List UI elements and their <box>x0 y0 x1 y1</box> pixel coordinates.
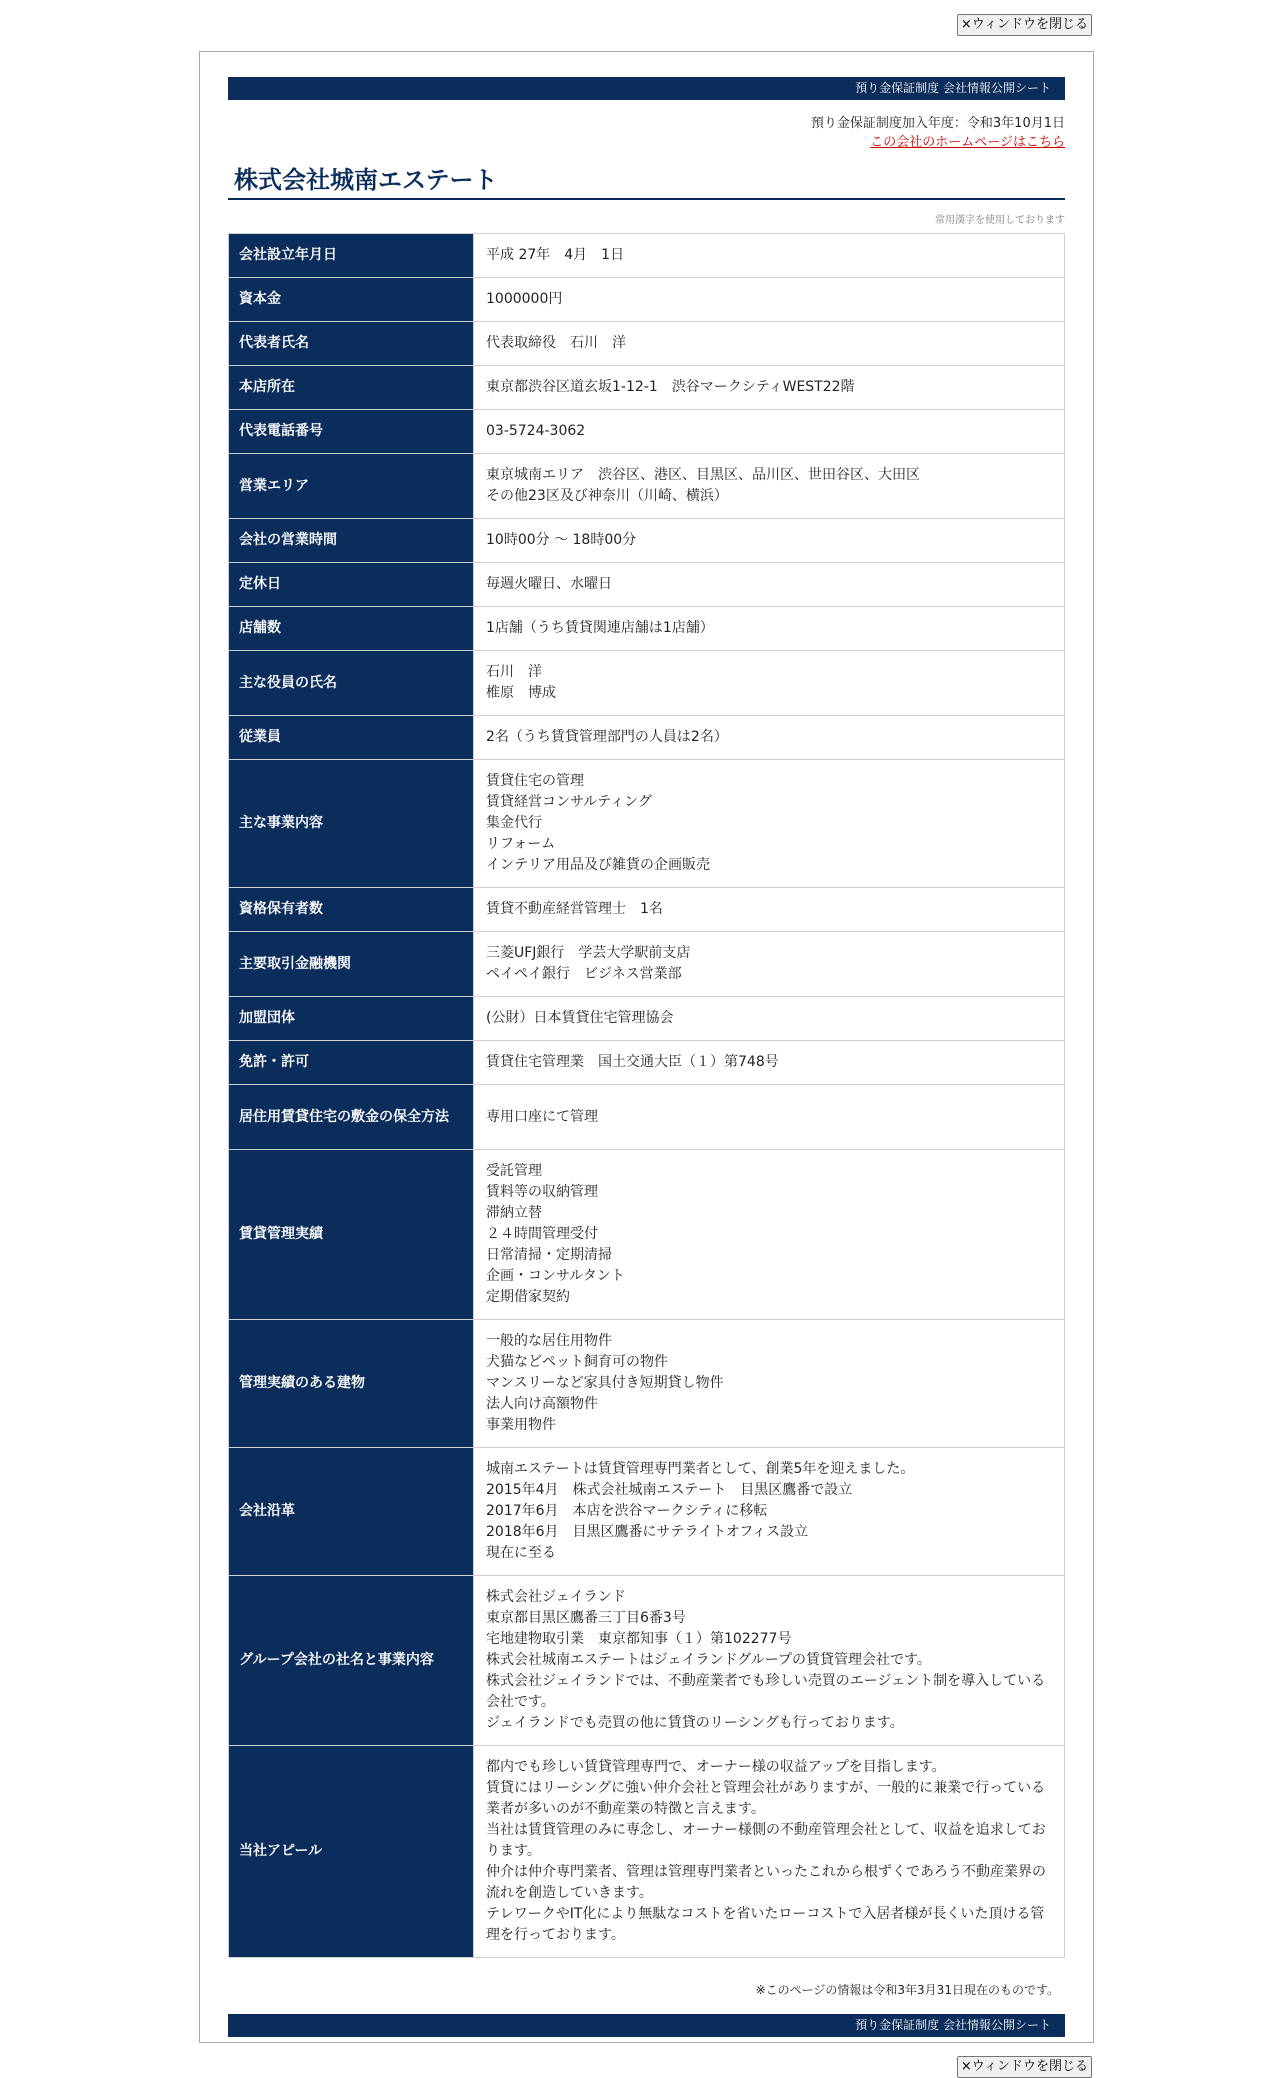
company-name: 株式会社城南エステート <box>228 162 1065 200</box>
row-value-line: 株式会社ジェイランド <box>486 1589 626 1605</box>
table-row <box>229 888 1065 932</box>
row-value-line: マンスリーなど家具付き短期貸し物件 <box>486 1375 724 1391</box>
row-value-line: 城南エステートは賃貸管理専門業者として、創業5年を迎えました。 <box>486 1461 915 1477</box>
row-value <box>474 278 1065 322</box>
table-row <box>229 563 1065 607</box>
row-value-line: (公財）日本賃貸住宅管理協会 <box>486 1010 674 1026</box>
row-value-line: 1店舗（うち賃貸関連店舗は1店舗） <box>486 620 714 636</box>
table-row <box>229 322 1065 366</box>
row-value-line: ペイペイ銀行 ビジネス営業部 <box>486 966 682 982</box>
row-label: 営業エリア <box>229 454 474 519</box>
table-row <box>229 716 1065 760</box>
row-value-line: 2名（うち賃貸管理部門の人員は2名） <box>486 729 728 745</box>
row-value-line: 賃料等の収納管理 <box>486 1184 598 1200</box>
row-value-line: 代表取締役 石川 洋 <box>486 335 626 351</box>
row-value <box>474 1576 1065 1746</box>
row-label: 主な事業内容 <box>229 760 474 888</box>
row-value-line: 株式会社城南エステートはジェイランドグループの賃貸管理会社です。 <box>486 1652 931 1668</box>
row-label: 代表者氏名 <box>229 322 474 366</box>
row-label: 賃貸管理実績 <box>229 1150 474 1320</box>
row-value <box>474 1746 1065 1958</box>
row-value-line: 三菱UFJ銀行 学芸大学駅前支店 <box>486 945 691 961</box>
table-row <box>229 519 1065 563</box>
row-value <box>474 454 1065 519</box>
row-value-line: 仲介は仲介専門業者、管理は管理専門業者といったこれから根ずくであろう不動産業界の流れを創造していきます。 <box>486 1864 1046 1901</box>
table-row <box>229 410 1065 454</box>
close-window-button-bottom[interactable]: ×ウィンドウを閉じる <box>957 2056 1092 2078</box>
row-value-line: 2015年4月 株式会社城南エステート 目黒区鷹番で設立 <box>486 1482 853 1498</box>
row-value-line: 日常清掃・定期清掃 <box>486 1247 612 1263</box>
table-row <box>229 760 1065 888</box>
row-value-line: 法人向け高額物件 <box>486 1396 598 1412</box>
table-row <box>229 932 1065 997</box>
row-value-line: 集金代行 <box>486 815 542 831</box>
row-value-line: 平成 27年 4月 1日 <box>486 247 625 263</box>
row-value <box>474 932 1065 997</box>
row-label: 居住用賃貸住宅の敷金の保全方法 <box>229 1085 474 1150</box>
row-label: 加盟団体 <box>229 997 474 1041</box>
row-value-line: 東京都目黒区鷹番三丁目6番3号 <box>486 1610 686 1626</box>
table-row <box>229 997 1065 1041</box>
sheet-banner-top: 預り金保証制度 会社情報公開シート <box>228 77 1065 100</box>
company-homepage-link[interactable]: この会社のホームページはこちら <box>870 135 1065 150</box>
row-label: 代表電話番号 <box>229 410 474 454</box>
row-value <box>474 760 1065 888</box>
row-label: 主要取引金融機関 <box>229 932 474 997</box>
sheet-banner-bottom: 預り金保証制度 会社情報公開シート <box>228 2014 1065 2037</box>
close-window-button[interactable]: ×ウィンドウを閉じる <box>957 14 1092 36</box>
table-row <box>229 366 1065 410</box>
row-value <box>474 1448 1065 1576</box>
company-info-sheet <box>199 51 1094 2043</box>
row-label: 当社アピール <box>229 1746 474 1958</box>
row-value <box>474 410 1065 454</box>
row-value <box>474 997 1065 1041</box>
join-year: 預り金保証制度加入年度：令和3年10月1日 <box>810 116 1065 131</box>
row-value <box>474 716 1065 760</box>
row-value-line: 賃貸住宅の管理 <box>486 773 584 789</box>
row-value-line: 賃貸経営コンサルティング <box>486 794 652 810</box>
row-label: 主な役員の氏名 <box>229 651 474 716</box>
row-value <box>474 607 1065 651</box>
row-value <box>474 322 1065 366</box>
row-value <box>474 1320 1065 1448</box>
table-row <box>229 454 1065 519</box>
table-row <box>229 1746 1065 1958</box>
row-value-line: ジェイランドでも売買の他に賃貸のリーシングも行っております。 <box>486 1715 904 1731</box>
row-label: 会社の営業時間 <box>229 519 474 563</box>
row-value-line: 事業用物件 <box>486 1417 556 1433</box>
row-value-line: 現在に至る <box>486 1545 556 1561</box>
row-value-line: 専用口座にて管理 <box>486 1108 598 1125</box>
row-value-line: 東京城南エリア 渋谷区、港区、目黒区、品川区、世田谷区、大田区 <box>486 467 920 483</box>
row-label: 管理実績のある建物 <box>229 1320 474 1448</box>
row-value-line: 賃貸不動産経営管理士 1名 <box>486 901 663 917</box>
company-info-table <box>228 233 1065 1958</box>
row-label: 会社設立年月日 <box>229 234 474 278</box>
row-value-line: 椎原 博成 <box>486 685 556 701</box>
table-row <box>229 1448 1065 1576</box>
row-value-line: 石川 洋 <box>486 664 542 680</box>
row-value <box>474 1150 1065 1320</box>
row-label: 店舗数 <box>229 607 474 651</box>
row-value-line: 一般的な居住用物件 <box>486 1333 612 1349</box>
table-row <box>229 1041 1065 1085</box>
row-label: グループ会社の社名と事業内容 <box>229 1576 474 1746</box>
row-value <box>474 888 1065 932</box>
row-value-line: その他23区及び神奈川（川崎、横浜） <box>486 488 728 504</box>
row-value <box>474 234 1065 278</box>
row-value <box>474 563 1065 607</box>
row-value-line: 宅地建物取引業 東京都知事（１）第102277号 <box>486 1631 792 1647</box>
row-value-line: 犬猫などペット飼育可の物件 <box>486 1354 668 1370</box>
row-value-line: 滞納立替 <box>486 1205 542 1221</box>
row-label: 定休日 <box>229 563 474 607</box>
row-value <box>474 366 1065 410</box>
row-label: 資格保有者数 <box>229 888 474 932</box>
row-value-line: 1000000円 <box>486 291 563 307</box>
row-value <box>474 519 1065 563</box>
table-row <box>229 607 1065 651</box>
row-value-line: 当社は賃貸管理のみに専念し、オーナー様側の不動産管理会社として、収益を追求しております。 <box>486 1822 1046 1859</box>
row-label: 会社沿革 <box>229 1448 474 1576</box>
row-label: 免許・許可 <box>229 1041 474 1085</box>
row-value <box>474 651 1065 716</box>
table-row <box>229 1320 1065 1448</box>
row-value-line: 賃貸にはリーシングに強い仲介会社と管理会社がありますが、一般的に兼業で行っている業者が多いのが不動産業の特徴と言えます。 <box>486 1780 1046 1817</box>
row-value-line: 受託管理 <box>486 1163 542 1179</box>
row-value-line: インテリア用品及び雑貨の企画販売 <box>486 857 710 873</box>
row-value-line: 東京都渋谷区道玄坂1-12-1 渋谷マークシティWEST22階 <box>486 379 855 395</box>
row-value-line: 2018年6月 目黒区鷹番にサテライトオフィス設立 <box>486 1524 809 1540</box>
row-value-line: 03-5724-3062 <box>486 423 586 439</box>
table-row <box>229 278 1065 322</box>
row-value-line: 毎週火曜日、水曜日 <box>486 576 612 592</box>
table-row <box>229 1085 1065 1150</box>
row-value-line: テレワークやIT化により無駄なコストを省いたローコストで入居者様が長くいた頂ける管理を行っております。 <box>486 1906 1045 1943</box>
info-date-note: ※このページの情報は令和3年3月31日現在のものです。 <box>755 1983 1059 1997</box>
kanji-note: 常用漢字を使用しております <box>935 215 1065 226</box>
row-label: 資本金 <box>229 278 474 322</box>
row-value-line: 2017年6月 本店を渋谷マークシティに移転 <box>486 1503 768 1519</box>
table-row <box>229 1576 1065 1746</box>
row-value <box>474 1085 1065 1150</box>
row-value-line: 10時00分 ～ 18時00分 <box>486 532 637 548</box>
row-label: 従業員 <box>229 716 474 760</box>
row-value-line: 賃貸住宅管理業 国土交通大臣（１）第748号 <box>486 1054 779 1070</box>
table-row <box>229 1150 1065 1320</box>
row-value-line: 定期借家契約 <box>486 1289 570 1305</box>
row-value-line: リフォーム <box>486 836 556 852</box>
row-value-line: 株式会社ジェイランドでは、不動産業者でも珍しい売買のエージェント制を導入している会社です。 <box>486 1673 1046 1710</box>
row-value-line: 企画・コンサルタント <box>486 1268 625 1284</box>
row-label: 本店所在 <box>229 366 474 410</box>
table-row <box>229 234 1065 278</box>
row-value <box>474 1041 1065 1085</box>
table-row <box>229 651 1065 716</box>
row-value-line: 都内でも珍しい賃貸管理専門で、オーナー様の収益アップを目指します。 <box>486 1759 946 1775</box>
row-value-line: ２４時間管理受付 <box>486 1226 598 1242</box>
